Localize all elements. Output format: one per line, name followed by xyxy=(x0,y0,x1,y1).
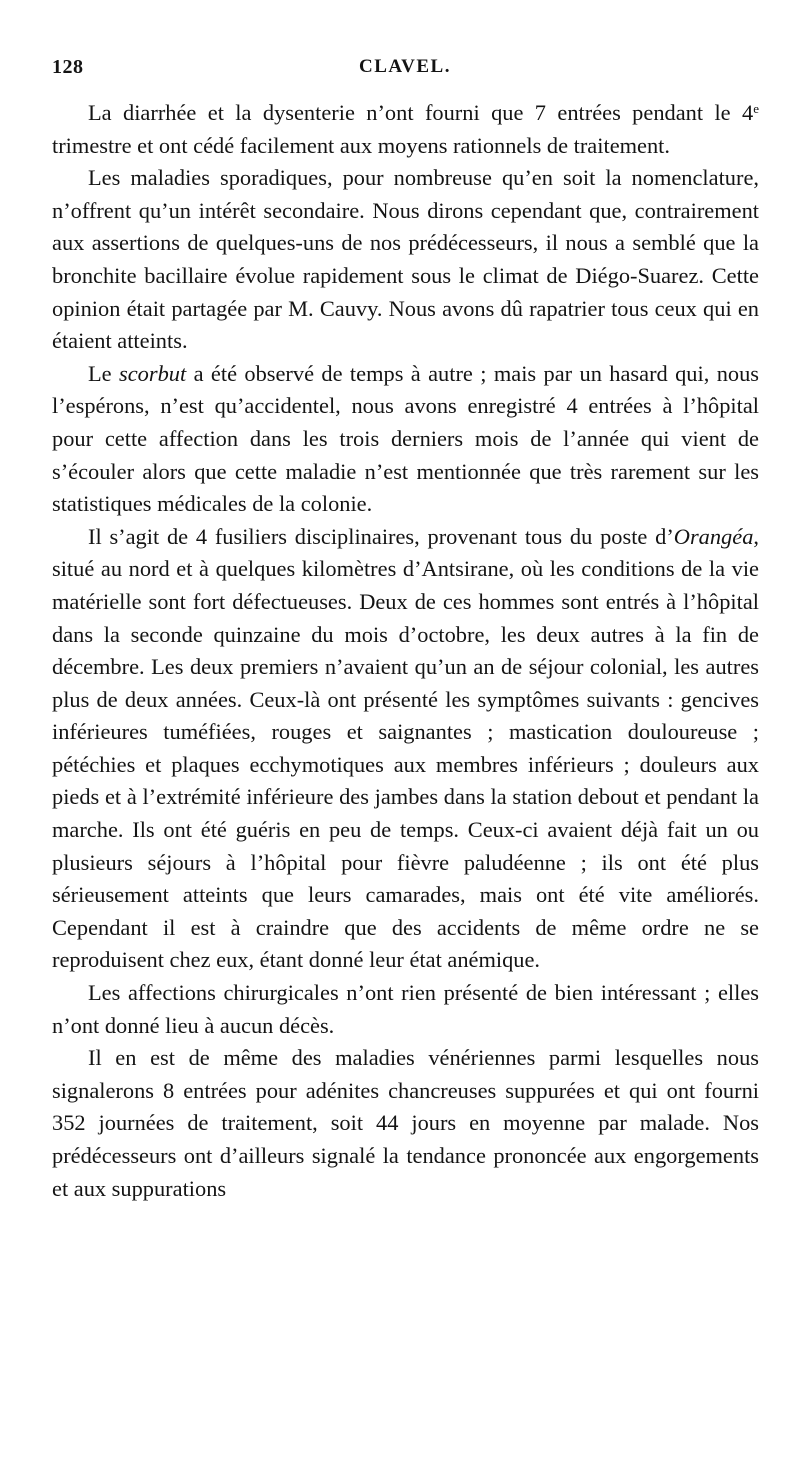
paragraph xyxy=(52,358,759,521)
text-run: a été observé de temps à autre ; mais par un hasard qui, nous l’espérons, n’est qu’accidentel, nous avons enregistré 4 entrées à l’hôpital pour cette affection dans les trois derniers mois de l’année qui vient de s’écouler alors que cette maladie n’est mentionnée que très rarement sur les statistiques médicales de la colonie. xyxy=(52,360,760,517)
running-head: CLAVEL. xyxy=(359,56,451,77)
paragraph xyxy=(52,521,759,977)
text-run: La diarrhée et la dysenterie n’ont fourni que 7 entrées pendant le 4 xyxy=(88,100,754,125)
paragraph xyxy=(52,1042,759,1205)
text-run: Les maladies sporadiques, pour nombreuse qu’en soit la nomenclature, n’offrent qu’un intérêt secondaire. Nous dirons cependant que, contrairement aux assertions de quelques-uns de nos prédécesseurs, il nous a semblé que la bronchite bacillaire évolue rapidement sous le climat de Diégo-Suarez. Cette opinion était partagée par M. Cauvy. Nous avons dû rapatrier tous ceux qui en étaient atteints. xyxy=(52,165,759,354)
page-header xyxy=(52,56,758,82)
body-text xyxy=(52,97,759,1205)
text-run: Le xyxy=(88,360,120,386)
superscript: e xyxy=(753,101,759,116)
page-number: 128 xyxy=(52,56,84,78)
text-run: Il en est de même des maladies vénériennes parmi lesquelles nous signalerons 8 entrées pour adénites chancreuses suppurées et qui ont fourni 352 journées de traitement, soit 44 jours en moyenne par malade. Nos prédécesseurs ont d’ailleurs signalé la tendance prononcée aux engorgements et aux suppurations xyxy=(52,1045,759,1201)
paragraph xyxy=(52,97,759,162)
text-run: , situé au nord et à quelques kilomètres d’Antsirane, où les conditions de la vie matérielle sont fort défectueuses. Deux de ces hommes sont entrés à l’hôpital dans la seconde quinzaine du mois d’octobre, les deux autres à la fin de décembre. Les deux premiers n’avaient qu’un an de séjour colonial, les autres plus de deux années. Ceux-là ont présenté les symptômes suivants : gencives inférieures tuméfiées, rouges et saignantes ; mastication douloureuse ; pétéchies et plaques ecchymotiques aux membres inférieurs ; douleurs aux pieds et à l’extrémité inférieure des jambes dans la station debout et pendant la marche. Ils ont été guéris en peu de temps. Ceux-ci avaient déjà fait un ou plusieurs séjours à l’hôpital pour fièvre paludéenne ; ils ont été plus sérieusement atteints que leurs camarades, mais ont été vite améliorés. Cependant il est à craindre que des accidents de même ordre ne se reproduisent chez eux, étant donné leur état anémique. xyxy=(52,523,759,973)
text-run: trimestre et ont cédé facilement aux moyens rationnels de traitement. xyxy=(52,132,670,158)
text-run: Il s’agit de 4 fusiliers disciplinaires, provenant tous du poste d’ xyxy=(88,523,674,549)
text-run: Les affections chirurgicales n’ont rien présenté de bien intéressant ; elles n’ont donné lieu à aucun décès. xyxy=(52,980,759,1038)
paragraph xyxy=(52,162,759,358)
paragraph xyxy=(52,977,759,1042)
italic-term: scorbut xyxy=(119,360,187,386)
italic-term: Orangéa xyxy=(673,523,754,549)
